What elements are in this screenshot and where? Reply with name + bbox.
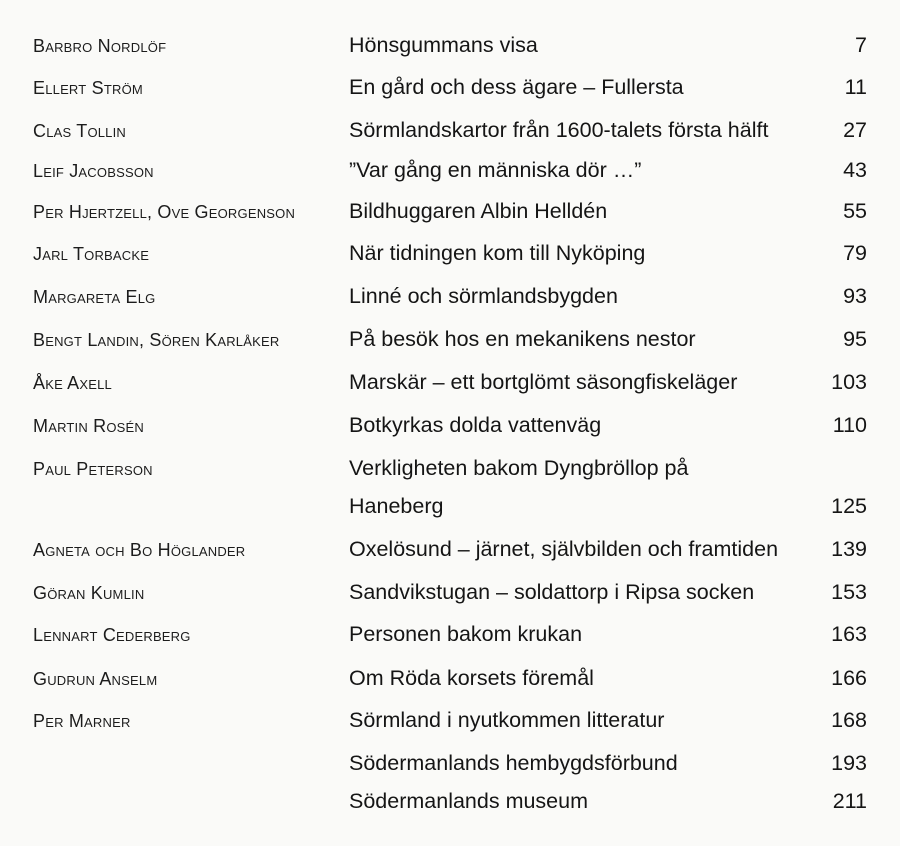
toc-page-number: 211: [832, 789, 867, 813]
toc-author: Åke Axell: [33, 373, 112, 393]
toc-page-number: 93: [843, 284, 867, 308]
toc-page-number: 43: [843, 158, 867, 182]
toc-page-number: 163: [831, 622, 867, 646]
toc-title: Verkligheten bakom Dyngbröllop på: [349, 456, 689, 480]
toc-author: Martin Rosén: [33, 416, 145, 436]
toc-page-number: 11: [844, 75, 867, 99]
toc-author: Paul Peterson: [33, 459, 153, 479]
toc-title: Sörmlandskartor från 1600-talets första hälft: [349, 118, 769, 142]
toc-title: Om Röda korsets föremål: [349, 666, 594, 690]
toc-title: Södermanlands museum: [349, 789, 589, 813]
toc-author: Agneta och Bo Höglander: [33, 540, 246, 560]
toc-author: Ellert Ström: [33, 78, 143, 98]
toc-author: Per Marner: [33, 711, 131, 731]
toc-author: Barbro Nordlöf: [33, 36, 167, 56]
toc-page-number: 153: [831, 580, 867, 604]
toc-author: Margareta Elg: [33, 287, 156, 307]
toc-author: Lennart Cederberg: [33, 625, 191, 645]
toc-title: Personen bakom krukan: [349, 622, 583, 646]
toc-page-number: 125: [831, 494, 867, 518]
toc-page-number: 168: [831, 708, 867, 732]
toc-page-number: 110: [832, 413, 867, 437]
toc-page-number: 79: [843, 241, 867, 265]
toc-page-number: 103: [831, 370, 867, 394]
toc-title: Sörmland i nyutkommen litteratur: [349, 708, 665, 732]
toc-title: Marskär – ett bortglömt säsongfiskeläger: [349, 370, 738, 394]
toc-page-number: 27: [843, 118, 867, 142]
toc-author: Leif Jacobsson: [33, 161, 154, 181]
toc-title: Södermanlands hembygdsförbund: [349, 751, 678, 775]
toc-title: När tidningen kom till Nyköping: [349, 241, 646, 265]
toc-page-number: 55: [843, 199, 867, 223]
toc-title: Haneberg: [349, 494, 444, 518]
toc-title: ”Var gång en människa dör …”: [349, 158, 642, 182]
toc-title: På besök hos en mekanikens nestor: [349, 327, 696, 351]
toc-title: Linné och sörmlandsbygden: [349, 284, 618, 308]
toc-author: Göran Kumlin: [33, 583, 145, 603]
toc-page-number: 7: [855, 33, 867, 57]
toc-page-number: 166: [831, 666, 867, 690]
toc-title: En gård och dess ägare – Fullersta: [349, 75, 684, 99]
toc-page-number: 139: [831, 537, 867, 561]
toc-title: Bildhuggaren Albin Helldén: [349, 199, 608, 223]
toc-author: Per Hjertzell, Ove Georgenson: [33, 202, 296, 222]
toc-page-number: 193: [831, 751, 867, 775]
toc-author: Jarl Torbacke: [33, 244, 150, 264]
toc-page-number: 95: [843, 327, 867, 351]
toc-author: Gudrun Anselm: [33, 669, 158, 689]
toc-title: Sandvikstugan – soldattorp i Ripsa socken: [349, 580, 755, 604]
toc-title: Oxelösund – järnet, självbilden och framtiden: [349, 537, 779, 561]
toc-title: Hönsgummans visa: [349, 33, 538, 57]
toc-author: Bengt Landin, Sören Karlåker: [33, 330, 280, 350]
toc-author: Clas Tollin: [33, 121, 127, 141]
toc-title: Botkyrkas dolda vattenväg: [349, 413, 602, 437]
